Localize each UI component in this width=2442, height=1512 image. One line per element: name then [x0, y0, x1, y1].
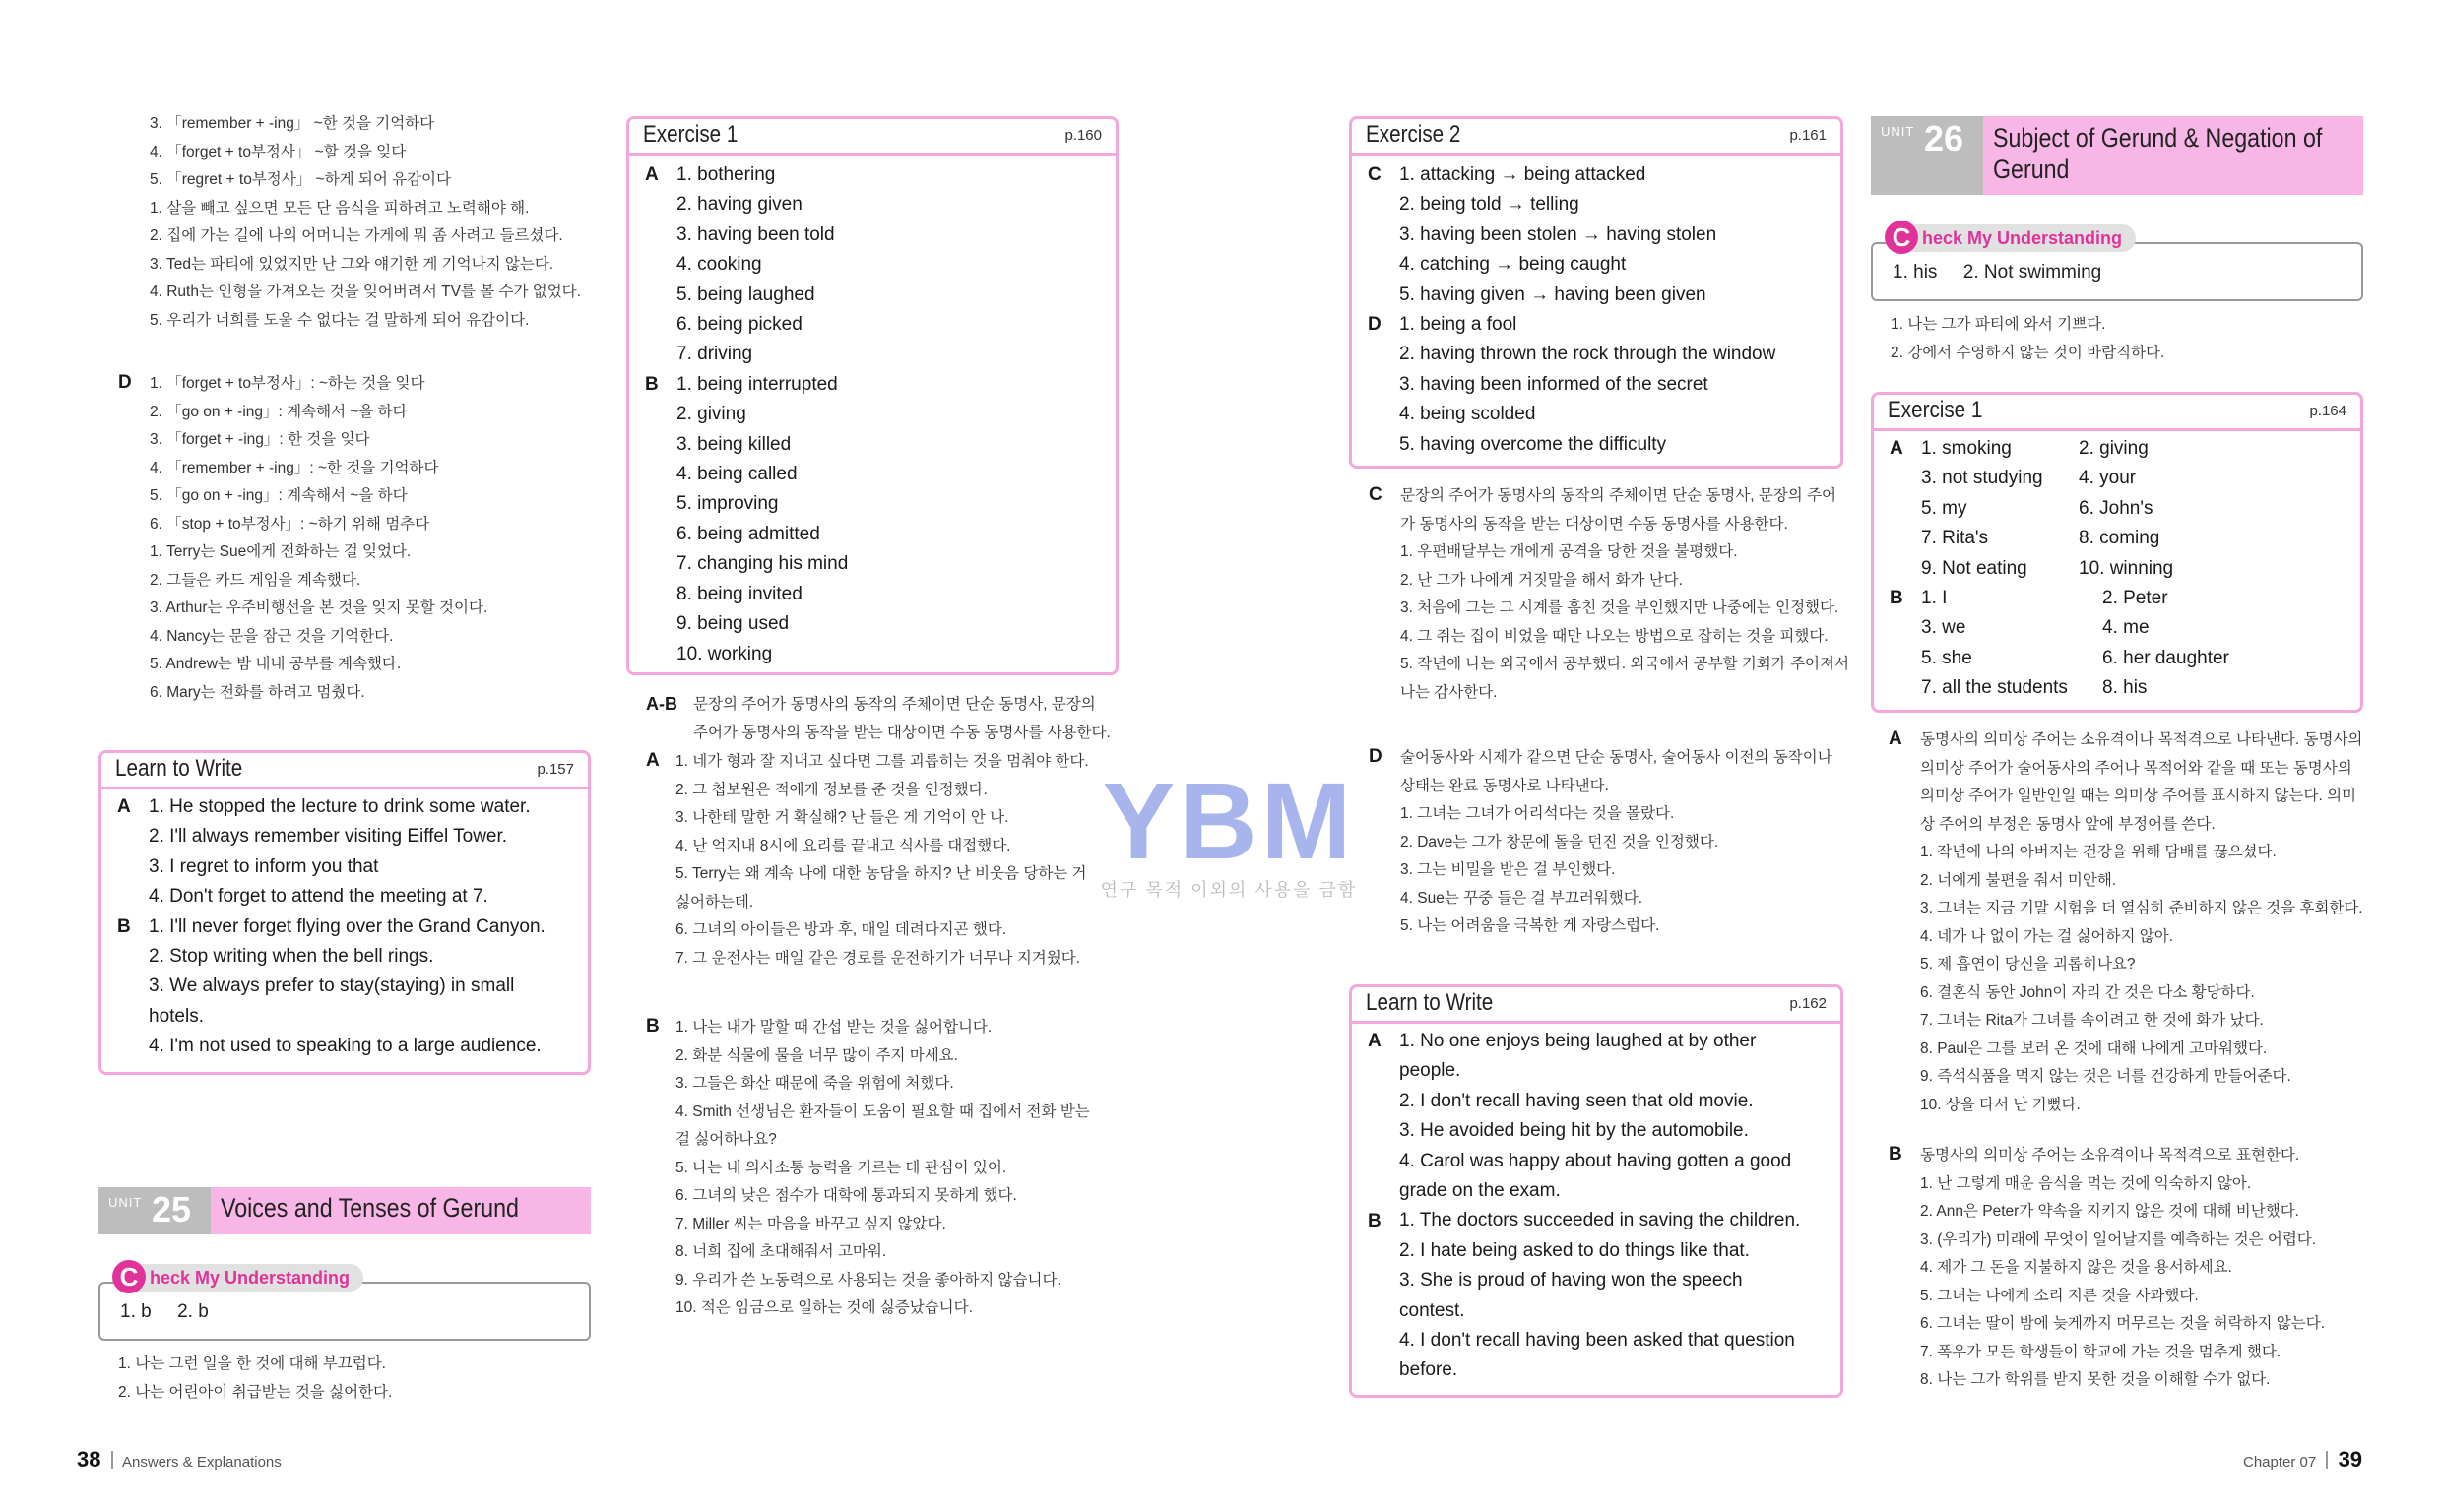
translation-line: 1. 나는 내가 말할 때 간섭 받는 것을 싫어합니다. [675, 1019, 993, 1036]
explanation-line: 의미상 주어가 일반인일 때는 의미상 주어를 표시하지 않는다. 의미 [1920, 788, 2357, 804]
answer-item: 9. Not eating [1921, 557, 2027, 579]
cmu-c-letter: C [1885, 220, 1918, 254]
section-letter: A [1889, 728, 1902, 749]
page-ref: p.161 [1789, 127, 1827, 144]
exercise1-160-box [626, 116, 1119, 675]
translation-line: 3. 그들은 화산 때문에 죽을 위험에 처했다. [675, 1075, 954, 1092]
c3-explanation [1369, 482, 1851, 707]
answer-item: 2. Peter [2102, 588, 2168, 608]
explanation-line: 4. 제가 그 돈을 지불하지 않은 것을 용서하세요. [1920, 1259, 2232, 1276]
explanation-line: 2. 「go on + -ing」: 계속해서 ~을 하다 [150, 403, 408, 420]
explanation-line: 3. 처음에 그는 그 시계를 훔친 것을 부인했지만 나중에는 인정했다. [1400, 599, 1839, 616]
answer-item: 3. not studying [1921, 468, 2043, 489]
answer-item: 9. being used [676, 613, 790, 635]
answer-item: 6. being picked [676, 314, 803, 336]
explanation-line: 1. Terry는 Sue에게 전화하는 걸 잊었다. [150, 543, 412, 560]
answer-item: 6. being admitted [676, 523, 820, 544]
translation-line: 4. 난 억지내 8시에 요리를 끝내고 식사를 대접했다. [675, 837, 1011, 854]
explanation-line: 술어동사와 시제가 같으면 단순 동명사, 술어동사 이전의 동작이나 [1400, 749, 1832, 766]
mid-b-translations [646, 1014, 1138, 1323]
explanation-line: 주어가 동명사의 동작을 받는 대상이면 수동 동명사를 사용한다. [693, 724, 1111, 741]
unit-badge [1871, 116, 1983, 195]
explanation-line: 1. 우편배달부는 개에게 공격을 당한 것을 불평했다. [1400, 543, 1738, 560]
explanation-line: 6. 그녀는 딸이 밤에 늦게까지 머무르는 것을 허락하지 않는다. [1920, 1315, 2326, 1332]
answer-item: 4. your [2079, 468, 2137, 489]
explanation-line: 10. 상을 타서 난 기뻤다. [1920, 1096, 2081, 1113]
explanation-line: 나는 감사한다. [1400, 683, 1498, 701]
explanation-line: 7. 그녀는 Rita가 그녀를 속이려고 한 것에 화가 났다. [1920, 1012, 2264, 1029]
explanation-line: 3. 「forget + -ing」: 한 것을 잊다 [150, 431, 370, 448]
unit26-translations [1891, 311, 2363, 367]
explanation-line: 상 주어의 부정은 동명사 앞에 부정어를 쓴다. [1920, 815, 2216, 833]
translation-line: 2. 화분 식물에 물을 너무 많이 주지 마세요. [675, 1046, 958, 1064]
answer-item: 1. He stopped the lecture to drink some water. [149, 796, 531, 817]
cmu-answers: 1. b 2. b [120, 1301, 209, 1322]
explanation-line: 5. 「go on + -ing」: 계속해서 ~을 하다 [150, 487, 408, 504]
r-a-explanation [1889, 726, 2361, 1119]
section-letter: C [1369, 484, 1382, 505]
unit-label: UNIT [1881, 124, 1915, 139]
explanation-line: 문장의 주어가 동명사의 동작의 주체이면 단순 동명사, 문장의 [693, 696, 1096, 713]
section-letter: B [1890, 588, 1903, 608]
footer-right-text: Chapter 07 [2243, 1454, 2317, 1471]
answer-item: 2. I'll always remember visiting Eiffel Tower. [149, 826, 508, 848]
answer-item: 4. Don't forget to attend the meeting at 7. [149, 886, 488, 908]
explanation-line: 3. Ted는 파티에 있었지만 난 그와 얘기한 게 기억나지 않는다. [150, 255, 554, 273]
explanation-line: 3. (우리가) 미래에 무엇이 일어날지를 예측하는 것은 어렵다. [1920, 1230, 2317, 1248]
answer-item: 7. changing his mind [676, 553, 849, 575]
watermark-text: 연구 목적 이외의 사용을 금함 [1100, 880, 1358, 900]
answer-item: 8. being invited [676, 583, 803, 604]
explanation-line: 5. 「regret + to부정사」 ~하게 되어 유감이다 [150, 171, 451, 188]
explanation-line: 6. Mary는 전화를 하려고 멈췄다. [150, 683, 365, 701]
explanation-line: 동명사의 의미상 주어는 소유격이나 목적격으로 표현한다. [1920, 1147, 2300, 1164]
answer-item: 4. being called [676, 464, 798, 485]
translation-line: 5. Terry는 왜 계속 나에 대한 농담을 하지? 난 비웃음 당하는 거 [675, 865, 1087, 882]
translation-line: 8. 너희 집에 초대해줘서 고마워. [675, 1243, 887, 1260]
explanation-line: 1. 작년에 나의 아버지는 건강을 위해 담배를 끊으셨다. [1920, 844, 2277, 860]
explanation-line: 의미상 주어가 술어동사의 주어나 목적어와 같을 때 또는 동명사의 [1920, 759, 2352, 777]
answer-item: grade on the exam. [1399, 1180, 1561, 1202]
d3-explanation [1369, 744, 1851, 941]
explanation-line: 1. 살을 빼고 싶으면 모든 단 음식을 피하려고 노력해야 해. [150, 199, 530, 217]
answer-item: 4. cooking [676, 254, 762, 276]
answer-item: 6. John's [2079, 497, 2153, 519]
translation-line: 1. 네가 형과 잘 지내고 싶다면 그를 괴롭히는 것을 멈춰야 한다. [675, 753, 1089, 770]
section-letter: A [645, 164, 659, 185]
answer-item: 5. having overcome the difficulty [1399, 433, 1667, 455]
answer-item: 1. being interrupted [676, 373, 838, 395]
answer-item: 10. winning [2079, 557, 2174, 579]
translation-line: 싫어하는데. [675, 893, 754, 911]
section-letter: C [1368, 164, 1382, 185]
explanation-line: 5. 그녀는 나에게 소리 지른 것을 사과했다. [1920, 1287, 2199, 1304]
exercise2-161-box [1349, 116, 1843, 469]
answer-item: 2. giving [2079, 438, 2149, 459]
left-d-section [118, 370, 610, 707]
unit-title: Voices and Tenses of Gerund [221, 1193, 519, 1223]
explanation-line: 4. Nancy는 문을 잠근 것을 기억한다. [150, 627, 394, 645]
section-letter: D [1369, 746, 1382, 767]
answer-item: 7. Rita's [1921, 528, 1989, 549]
explanation-line: 6. 결혼식 동안 John이 자리 간 것은 다소 황당하다. [1920, 983, 2255, 1001]
answer-item: 5. having given → having been given [1399, 284, 1706, 305]
translation-line: 2. 그 첩보원은 적에게 정보를 준 것을 인정했다. [675, 781, 988, 798]
box-header [1352, 119, 1840, 156]
answer-item: people. [1399, 1060, 1461, 1082]
section-letter: B [1889, 1144, 1902, 1165]
translation-line: 걸 싫어하나요? [675, 1131, 777, 1148]
page-ref: p.160 [1064, 127, 1102, 144]
explanation-line: 2. 집에 가는 길에 나의 어머니는 가게에 뭐 좀 사려고 들르셨다. [150, 227, 563, 244]
box-title: Exercise 2 [1366, 121, 1461, 148]
unit25-translations [118, 1351, 591, 1407]
unit-number: 26 [1924, 118, 1964, 158]
exercise1-164-box [1871, 392, 2363, 713]
answer-item: 8. his [2102, 677, 2148, 699]
translation-line: 7. Miller 씨는 마음을 바꾸고 싶지 않았다. [675, 1215, 946, 1232]
answer-item: 3. having been stolen → having stolen [1399, 223, 1717, 245]
answer-item: 7. driving [676, 344, 753, 365]
answer-item: 5. she [1921, 647, 1972, 668]
mid-a-translations [646, 748, 1138, 973]
translation-line: 1. 나는 그가 파티에 와서 기쁘다. [1891, 316, 2106, 333]
explanation-line: 5. 우리가 너희를 도울 수 없다는 걸 말하게 되어 유감이다. [150, 311, 530, 329]
explanation-line: 5. Andrew는 밤 내내 공부를 계속했다. [150, 656, 402, 672]
section-letter: B [1368, 1211, 1382, 1231]
cmu-label: heck My Understanding [116, 1264, 363, 1292]
page-ref: p.157 [537, 761, 574, 778]
explanation-line: 4. 그 쥐는 집이 비었을 때만 나오는 방법으로 잡히는 것을 피했다. [1400, 627, 1829, 645]
section-letter: D [118, 372, 132, 393]
translation-line: 2. 나는 어린아이 취급받는 것을 싫어한다. [118, 1383, 393, 1401]
answer-item: contest. [1399, 1299, 1465, 1321]
explanation-line: 3. 「remember + -ing」 ~한 것을 기억하다 [150, 115, 435, 132]
answer-item: hotels. [149, 1005, 204, 1027]
answer-item: 3. I regret to inform you that [149, 855, 379, 877]
translation-line: 6. 그녀의 낮은 점수가 대학에 통과되지 못하게 했다. [675, 1187, 1017, 1204]
explanation-line: 1. 난 그렇게 매운 음식을 먹는 것에 익숙하지 않아. [1920, 1174, 2252, 1192]
watermark-logo: YBM [1102, 761, 1356, 882]
unit-26-header [1871, 116, 2363, 195]
translation-line: 2. 강에서 수영하지 않는 것이 바람직하다. [1891, 344, 2165, 361]
answer-item: 1. bothering [676, 164, 776, 185]
mid-ab-explanation [646, 691, 1138, 747]
unit-title-line: Subject of Gerund & Negation of [1993, 123, 2323, 153]
translation-line: 1. 나는 그런 일을 한 것에 대해 부끄럽다. [118, 1355, 386, 1372]
translation-line: 6. 그녀의 아이들은 방과 후, 매일 데려다지곤 했다. [675, 921, 1007, 938]
box-header [1874, 395, 2360, 431]
section-letter: B [646, 1016, 660, 1037]
answer-item: 10. working [676, 643, 773, 664]
unit-25-header [98, 1187, 591, 1234]
box-title: Learn to Write [1366, 989, 1494, 1016]
translation-line: 5. 나는 내 의사소통 능력을 기르는 데 관심이 있어. [675, 1159, 1007, 1176]
page-ref: p.162 [1789, 995, 1827, 1012]
page-ref: p.164 [2309, 403, 2346, 419]
answer-item: 1. I'll never forget flying over the Grand Canyon. [149, 915, 546, 937]
explanation-line: 5. 작년에 나는 외국에서 공부했다. 외국에서 공부할 기회가 주어져서 [1400, 656, 1849, 672]
box-header [629, 119, 1116, 156]
footer-left [77, 1447, 282, 1473]
answer-item: 3. We always prefer to stay(staying) in small [149, 976, 515, 997]
cmu-label: heck My Understanding [1889, 224, 2136, 252]
explanation-line: 2. 난 그가 나에게 거짓말을 해서 화가 난다. [1400, 571, 1683, 589]
answer-item: 4. I don't recall having been asked that question [1399, 1330, 1795, 1352]
left-top-explanations [150, 110, 603, 335]
translation-line: 9. 우리가 쓴 노동력으로 사용되는 것을 좋아하지 않습니다. [675, 1271, 1061, 1289]
translation-line: 4. Smith 선생님은 환자들이 도움이 필요할 때 집에서 전화 받는 [675, 1102, 1090, 1120]
section-letter: A [646, 750, 660, 771]
footer-left-text: Answers & Explanations [122, 1454, 282, 1471]
section-letter: A [117, 796, 131, 817]
answer-item: before. [1399, 1359, 1458, 1381]
explanation-line: 상태는 완료 동명사로 나타낸다. [1400, 777, 1609, 794]
unit-number: 25 [152, 1189, 192, 1229]
section-letter: A [1368, 1031, 1382, 1051]
translation-line: 3. 나한테 말한 거 확실해? 난 들은 게 기억이 안 나. [675, 809, 1009, 826]
answer-item: 4. being scolded [1399, 404, 1536, 425]
answer-item: 6. her daughter [2102, 647, 2229, 668]
explanation-line: 3. Arthur는 우주비행선을 본 것을 잊지 못할 것이다. [150, 599, 488, 616]
translation-line: 10. 적은 임금으로 일하는 것에 싫증났습니다. [675, 1299, 973, 1316]
explanation-line: 6. 「stop + to부정사」: ~하기 위해 멈추다 [150, 515, 430, 533]
answer-item: 3. She is proud of having won the speech [1399, 1270, 1743, 1292]
section-letter: B [117, 916, 131, 937]
answer-item: 2. giving [676, 404, 746, 425]
explanation-line: 2. 그들은 카드 게임을 계속했다. [150, 571, 361, 589]
answer-item: 2. Stop writing when the bell rings. [149, 946, 434, 968]
section-letter: A [1890, 438, 1903, 459]
learn-to-write-157-box [98, 750, 591, 1075]
explanation-line: 가 동명사의 동작을 받는 대상이면 수동 동명사를 사용한다. [1400, 515, 1788, 533]
answer-item: 1. No one enjoys being laughed at by other [1399, 1031, 1757, 1051]
unit-label: UNIT [108, 1195, 143, 1210]
answer-item: 7. all the students [1921, 677, 2068, 699]
unit-title-line: Gerund [1993, 155, 2070, 184]
answer-item: 2. having thrown the rock through the window [1399, 344, 1776, 365]
cmu-answers: 1. his 2. Not swimming [1893, 262, 2102, 283]
box-title: Learn to Write [115, 755, 243, 782]
answer-item: 3. we [1921, 617, 1966, 639]
answer-item: 5. improving [676, 493, 779, 515]
explanation-line: 3. 그녀는 지금 기말 시험을 더 열심히 준비하지 않은 것을 후회한다. [1920, 900, 2363, 916]
explanation-line: 9. 즉석식품을 먹지 않는 것은 너를 건강하게 만들어준다. [1920, 1068, 2291, 1085]
r-b-explanation [1889, 1142, 2361, 1395]
page-number-right: 39 [2338, 1447, 2363, 1472]
box-title: Exercise 1 [643, 121, 739, 148]
answer-item: 4. I'm not used to speaking to a large audience. [149, 1036, 542, 1057]
explanation-line: 2. 너에게 불편을 줘서 미안해. [1920, 871, 2117, 889]
answer-item: 1. being a fool [1399, 314, 1517, 336]
box-title: Exercise 1 [1888, 397, 1983, 423]
explanation-line: 4. 네가 나 없이 가는 걸 싫어하지 않아. [1920, 927, 2174, 945]
answer-item: 3. He avoided being hit by the automobile. [1399, 1120, 1749, 1142]
explanation-line: 1. 그녀는 그녀가 어리석다는 것을 몰랐다. [1400, 805, 1675, 822]
answer-item: 4. Carol was happy about having gotten a good [1399, 1150, 1792, 1171]
answer-item: 1. attacking → being attacked [1399, 164, 1646, 185]
answer-item: 2. I hate being asked to do things like that. [1399, 1239, 1750, 1261]
explanation-line: 4. Sue는 꾸중 들은 걸 부끄러워했다. [1400, 889, 1643, 907]
answer-item: 2. having given [676, 194, 803, 216]
explanation-line: 2. Ann은 Peter가 약속을 지키지 않은 것에 대해 비난했다. [1920, 1203, 2299, 1220]
footer-right [2243, 1447, 2362, 1473]
explanation-line: 5. 제 흡연이 당신을 괴롭히나요? [1920, 956, 2136, 973]
section-letter: D [1368, 314, 1382, 335]
answer-item: 5. being laughed [676, 284, 815, 305]
answer-item: 3. having been informed of the secret [1399, 373, 1708, 395]
answer-item: 3. being killed [676, 433, 792, 455]
explanation-line: 8. Paul은 그를 보러 온 것에 대해 나에게 고마워했다. [1920, 1040, 2268, 1057]
explanation-line: 8. 나는 그가 학위를 받지 못한 것을 이해할 수가 없다. [1920, 1371, 2271, 1388]
explanation-line: 4. 「remember + -ing」: ~한 것을 기억하다 [150, 459, 439, 476]
explanation-line: 2. Dave는 그가 창문에 돌을 던진 것을 인정했다. [1400, 833, 1719, 850]
explanation-line: 4. 「forget + to부정사」 ~할 것을 잊다 [150, 143, 407, 160]
explanation-line: 동명사의 의미상 주어는 소유격이나 목적격으로 나타낸다. 동명사의 [1920, 731, 2363, 748]
answer-item: 4. catching → being caught [1399, 254, 1627, 276]
explanation-line: 1. 「forget + to부정사」: ~하는 것을 잊다 [150, 375, 425, 392]
answer-item: 3. having been told [676, 223, 835, 245]
cmu-c-letter: C [112, 1260, 146, 1293]
learn-to-write-162-box [1349, 984, 1843, 1398]
section-letter: A-B [646, 694, 677, 714]
answer-item: 4. me [2102, 617, 2150, 639]
translation-line: 7. 그 운전사는 매일 같은 경로를 운전하기가 너무나 지겨웠다. [675, 949, 1081, 967]
answer-item: 5. my [1921, 497, 1967, 519]
box-header [1352, 987, 1840, 1024]
unit-badge [98, 1187, 211, 1234]
answer-item: 1. smoking [1921, 438, 2012, 459]
answer-item: 8. coming [2079, 528, 2160, 549]
page-number-left: 38 [77, 1447, 101, 1472]
unit-title [1993, 122, 2322, 185]
explanation-line: 문장의 주어가 동명사의 동작의 주체이면 단순 동명사, 문장의 주어 [1400, 487, 1837, 504]
explanation-line: 3. 그는 비밀을 받은 걸 부인했다. [1400, 861, 1616, 878]
answer-item: 2. being told → telling [1399, 194, 1579, 216]
answer-item: 1. The doctors succeeded in saving the children. [1399, 1210, 1801, 1231]
answer-item: 1. I [1921, 588, 1948, 608]
box-header [101, 753, 588, 789]
explanation-line: 5. 나는 어려움을 극복한 게 자랑스럽다. [1400, 917, 1660, 934]
answer-item: 2. I don't recall having seen that old movie. [1399, 1090, 1754, 1111]
section-letter: B [645, 374, 659, 395]
explanation-line: 7. 폭우가 모든 학생들이 학교에 가는 것을 멈추게 했다. [1920, 1343, 2281, 1360]
explanation-line: 4. Ruth는 인형을 가져오는 것을 잊어버려서 TV를 볼 수가 없었다. [150, 284, 581, 300]
